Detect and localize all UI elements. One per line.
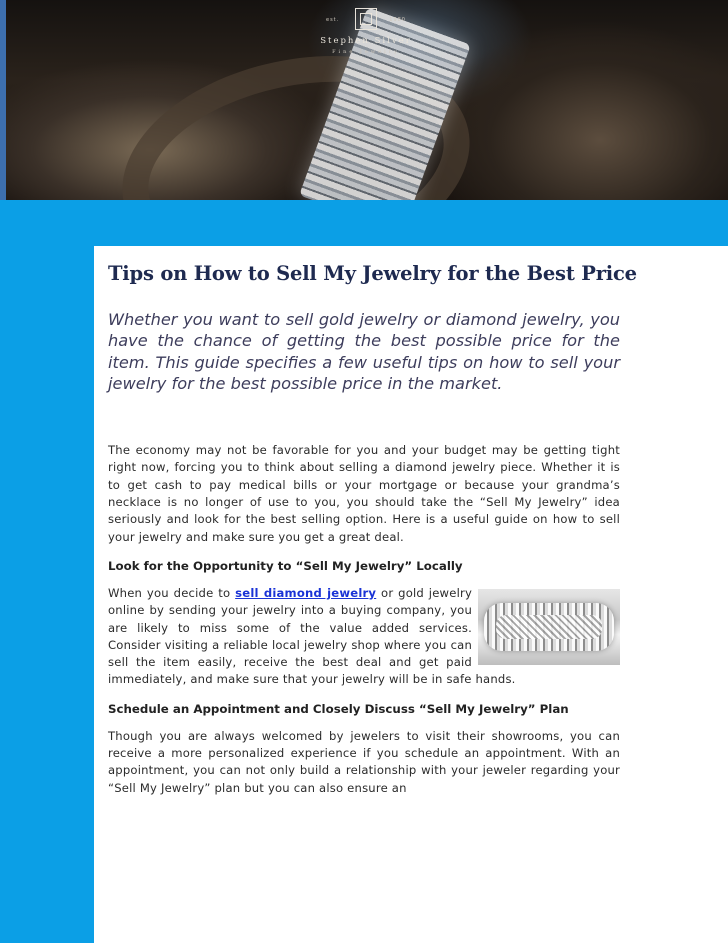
header-edge-accent (0, 0, 6, 200)
article-title: Tips on How to Sell My Jewelry for the Best Price (108, 262, 637, 285)
article-paragraph-2 (108, 585, 620, 689)
logo-monogram-icon (355, 8, 377, 30)
article-paragraph-1: The economy may not be favorable for you and your budget may be getting tight right now, forcing you to think about selling a diamond jewelry piece. Whether it is to get cash to pay medical bills or your mortgage or because your grandma’s necklace is no longer of use to you, you should take the “Sell My Jewelry” idea seriously and look for the best selling option. Here is a useful guide on how to sell your jewelry and make sure you get a great deal. (108, 443, 620, 544)
diamond-ring-photo (478, 589, 620, 665)
section-heading-local: Look for the Opportunity to “Sell My Jewelry” Locally (108, 558, 463, 573)
header-photo (0, 0, 728, 200)
logo-est-right: 1980 (389, 17, 406, 23)
sell-diamond-jewelry-link[interactable]: sell diamond jewelry (235, 585, 377, 600)
paragraph-2-lead: When you decide to (108, 585, 236, 600)
logo-tagline: Fine Jewelry (332, 49, 400, 55)
section-heading-appointment: Schedule an Appointment and Closely Discuss “Sell My Jewelry” Plan (108, 701, 569, 716)
logo-brand-name: Stephen Silver (320, 36, 412, 46)
article-content (108, 262, 637, 797)
article-intro: Whether you want to sell gold jewelry or diamond jewelry, you have the chance of getting the best possible price for the item. This guide specifies a few useful tips on how to sell your jewelry for the best possible price in the market. (108, 310, 620, 393)
logo-est-left: est. (326, 17, 340, 23)
ring-filigree-shape (496, 615, 602, 639)
article-paragraph-3: Though you are always welcomed by jewelers to visit their showrooms, you can receive a more personalized experience if you schedule an appointment. With an appointment, you can not only build a relationship with your jeweler regarding your “Sell My Jewelry” plan but you can also ensure an (108, 728, 620, 795)
paragraph-2-rest: or gold jewelry online by sending your jewelry into a buying company, you are likely to miss some of the value added services. Consider visiting a reliable local jewelry shop where you can sell the item easily, receive the best deal and get paid immediately, and make sure that your jewelry will be in safe hands. (108, 585, 516, 687)
brand-logo[interactable] (306, 8, 426, 68)
